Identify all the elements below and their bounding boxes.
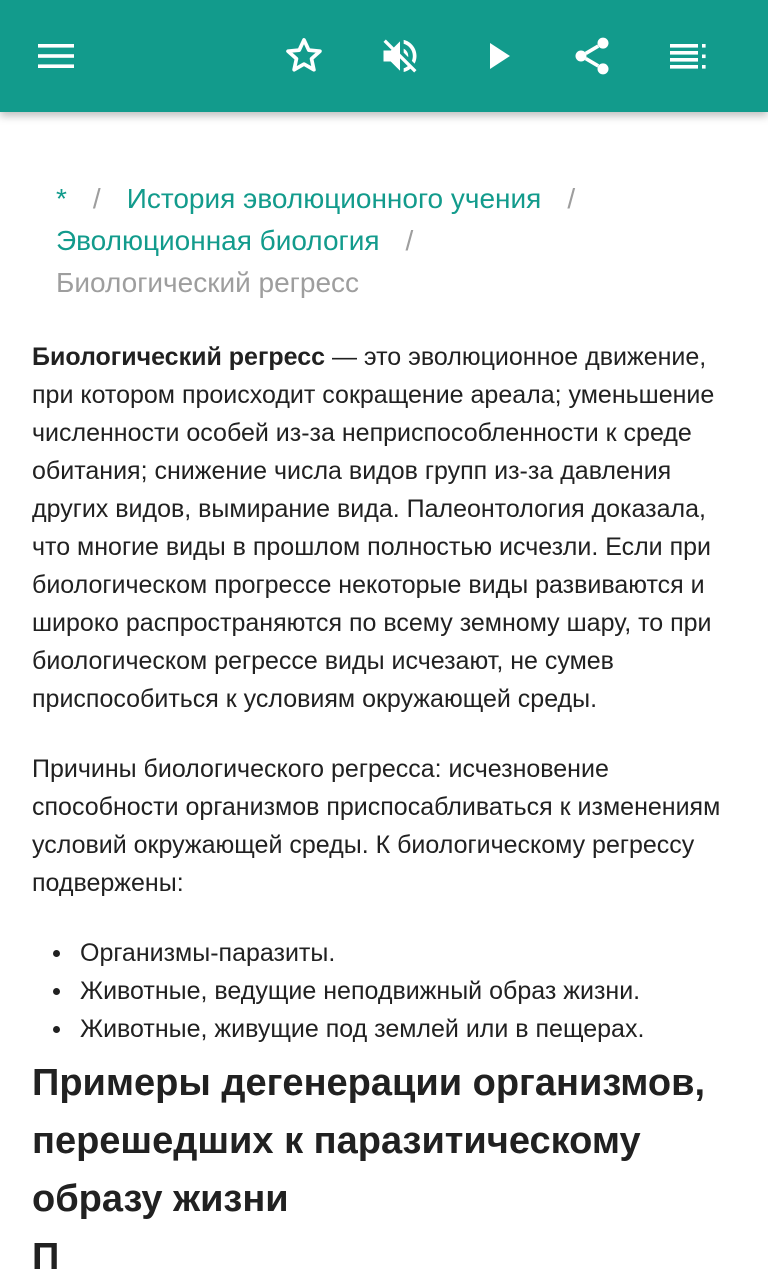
list-item: [32, 1010, 736, 1048]
intro-term: Биологический регресс: [32, 343, 326, 371]
article-scroll-area[interactable]: [0, 112, 768, 1280]
menu-icon: [36, 36, 76, 76]
playlist-icon: [668, 36, 708, 76]
breadcrumb-separator: /: [92, 183, 101, 214]
bookmark-button[interactable]: [268, 20, 340, 92]
causes-paragraph: Причины биологического регресса: исчезновение способности организмов приспосабливаться к изменениям условий окружающей среды. К биологическому регрессу подвержены:: [32, 755, 721, 897]
mute-button[interactable]: [364, 20, 436, 92]
list-item: [32, 972, 736, 1010]
breadcrumb-separator: /: [567, 183, 576, 214]
bullet-icon: [53, 950, 60, 957]
breadcrumb: [56, 178, 736, 304]
play-icon: [478, 36, 518, 76]
breadcrumb-item-history[interactable]: История эволюционного учения: [126, 183, 542, 214]
list-item-text: Животные, живущие под землей или в пещерах.: [80, 1015, 645, 1043]
breadcrumb-separator: /: [405, 225, 414, 256]
play-button[interactable]: [462, 20, 534, 92]
top-toolbar: [0, 0, 768, 112]
bullet-icon: [53, 988, 60, 995]
share-button[interactable]: [556, 20, 628, 92]
intro-text: — это эволюционное движение, при котором происходит сокращение ареала; уменьшение численности особей из-за неприспособленности к среде обитания; снижение числа видов групп из-за давления других видов, вымирание вида. Палеонтология доказала, что многие виды в прошлом полностью исчезли. Если при биологическом прогрессе некоторые виды развиваются и широко распространяются по всему земному шару, то при биологическом регрессе виды исчезают, не сумев приспособиться к условиям окружающей среды.: [32, 343, 715, 713]
list-item: [32, 934, 736, 972]
breadcrumb-current: Биологический регресс: [56, 267, 360, 298]
list-item-text: Животные, ведущие неподвижный образ жизни.: [80, 977, 641, 1005]
star-outline-icon: [282, 34, 326, 78]
menu-button[interactable]: [20, 20, 92, 92]
breadcrumb-item-home[interactable]: *: [56, 183, 67, 214]
share-icon: [570, 34, 614, 78]
volume-off-icon: [378, 34, 422, 78]
section-heading: Примеры дегенерации организмов, перешедших к паразитическому образу жизни: [32, 1062, 706, 1220]
intro-paragraph: [32, 338, 736, 718]
next-paragraph-partial: П: [32, 1236, 60, 1278]
list-item-text: Организмы-паразиты.: [80, 939, 336, 967]
breadcrumb-item-evolutionary-biology[interactable]: Эволюционная биология: [56, 225, 380, 256]
bullet-icon: [53, 1026, 60, 1033]
article-body: [32, 338, 736, 1280]
affected-groups-list: [32, 934, 736, 1048]
contents-button[interactable]: [652, 20, 724, 92]
